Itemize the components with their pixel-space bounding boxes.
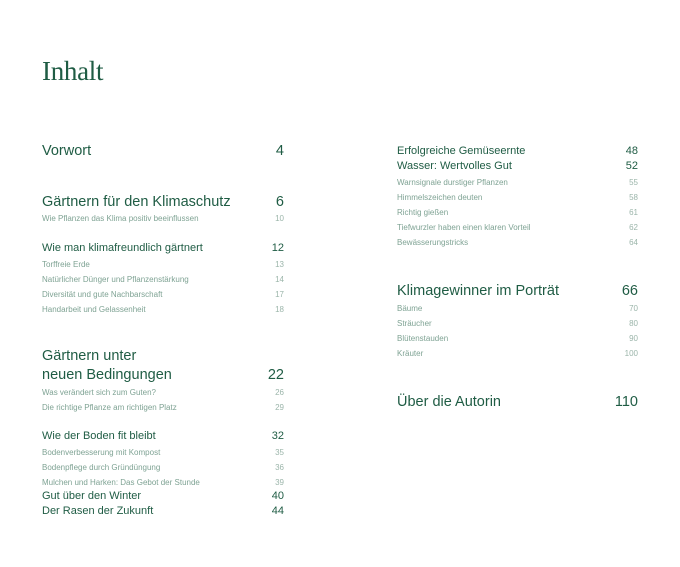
toc-subentry[interactable] xyxy=(42,388,284,397)
toc-subentry-label: Diversität und gute Nachbarschaft xyxy=(42,290,163,299)
toc-chapter-label-line1: Gärtnern unter xyxy=(42,348,137,364)
toc-subentry-label: Was verändert sich zum Guten? xyxy=(42,388,156,397)
toc-page-number: 40 xyxy=(271,490,284,502)
toc-subentry[interactable] xyxy=(42,463,284,472)
toc-page-number: 13 xyxy=(275,260,284,269)
toc-chapter-label: Gärtnern für den Klimaschutz xyxy=(42,194,231,210)
toc-chapter-label: Über die Autorin xyxy=(397,394,501,410)
toc-section-rasen[interactable] xyxy=(42,505,284,517)
toc-subentry-label: Die richtige Pflanze am richtigen Platz xyxy=(42,403,177,412)
toc-subentry-label: Warnsignale durstiger Pflanzen xyxy=(397,178,508,187)
toc-page-number: 10 xyxy=(275,214,284,223)
toc-subentry-label: Mulchen und Harken: Das Gebot der Stunde xyxy=(42,478,200,487)
toc-page-number: 44 xyxy=(271,505,284,517)
toc-subentry[interactable] xyxy=(42,260,284,269)
toc-subentry-label: Tiefwurzler haben einen klaren Vorteil xyxy=(397,223,531,232)
toc-page-number: 36 xyxy=(275,463,284,472)
toc-subentry[interactable] xyxy=(397,223,638,232)
toc-subentry-label: Bodenverbesserung mit Kompost xyxy=(42,448,161,457)
toc-subentry-label: Bodenpflege durch Gründüngung xyxy=(42,463,161,472)
toc-chapter-label: Vorwort xyxy=(42,143,92,159)
toc-page-number: 62 xyxy=(629,223,638,232)
toc-page-number: 17 xyxy=(275,290,284,299)
toc-page-number: 39 xyxy=(275,478,284,487)
toc-section-label: Der Rasen der Zukunft xyxy=(42,505,154,517)
toc-subentry[interactable] xyxy=(397,178,638,187)
toc-page-number: 29 xyxy=(275,403,284,412)
toc-page-number: 58 xyxy=(629,193,638,202)
toc-section-label: Erfolgreiche Gemüseernte xyxy=(397,145,526,157)
toc-chapter-klimagewinner[interactable] xyxy=(397,283,638,299)
toc-page-number: 90 xyxy=(629,334,638,343)
toc-page-number: 110 xyxy=(614,394,638,410)
toc-subentry-label: Richtig gießen xyxy=(397,208,449,217)
toc-subentry[interactable] xyxy=(42,214,284,223)
toc-page-number: 12 xyxy=(271,242,284,254)
toc-subentry[interactable] xyxy=(397,349,638,358)
toc-page-number: 100 xyxy=(624,349,638,358)
toc-section-gemueseernte[interactable] xyxy=(397,145,638,157)
toc-subentry[interactable] xyxy=(42,275,284,284)
toc-subentry[interactable] xyxy=(397,193,638,202)
toc-page-number: 55 xyxy=(629,178,638,187)
toc-chapter-label-line2: neuen Bedingungen xyxy=(42,367,172,383)
toc-section-label: Wasser: Wertvolles Gut xyxy=(397,160,512,172)
toc-page-number: 35 xyxy=(275,448,284,457)
toc-subentry[interactable] xyxy=(397,334,638,343)
toc-page-number: 70 xyxy=(629,304,638,313)
page-title: Inhalt xyxy=(42,56,104,86)
toc-page-number: 80 xyxy=(629,319,638,328)
toc-chapter-neue-bedingungen[interactable] xyxy=(42,347,284,385)
toc-subentry[interactable] xyxy=(42,305,284,314)
toc-subentry-label: Bewässerungstricks xyxy=(397,238,469,247)
toc-section-label: Wie man klimafreundlich gärtnert xyxy=(42,242,203,254)
toc-subentry[interactable] xyxy=(42,478,284,487)
toc-section-winter[interactable] xyxy=(42,490,284,502)
toc-subentry[interactable] xyxy=(42,403,284,412)
toc-subentry-label: Himmelszeichen deuten xyxy=(397,193,483,202)
toc-subentry-label: Natürlicher Dünger und Pflanzenstärkung xyxy=(42,275,189,284)
toc-section-label: Gut über den Winter xyxy=(42,490,142,502)
toc-page-number: 22 xyxy=(267,367,284,383)
toc-section-wasser[interactable] xyxy=(397,160,638,172)
toc-subentry-label: Handarbeit und Gelassenheit xyxy=(42,305,146,314)
toc-subentry-label: Kräuter xyxy=(397,349,424,358)
toc-page-number: 32 xyxy=(271,430,284,442)
toc-subentry[interactable] xyxy=(397,238,638,247)
toc-page-number: 64 xyxy=(629,238,638,247)
toc-subentry[interactable] xyxy=(42,290,284,299)
toc-subentry[interactable] xyxy=(397,208,638,217)
toc-page-number: 6 xyxy=(275,194,284,210)
toc-subentry[interactable] xyxy=(397,304,638,313)
toc-subentry-label: Wie Pflanzen das Klima positiv beeinflussen xyxy=(42,214,199,223)
toc-subentry[interactable] xyxy=(42,448,284,457)
toc-section-label: Wie der Boden fit bleibt xyxy=(42,430,156,442)
toc-subentry-label: Bäume xyxy=(397,304,423,313)
toc-subentry-label: Blütenstauden xyxy=(397,334,449,343)
toc-page-number: 4 xyxy=(275,143,284,159)
toc-chapter-label xyxy=(42,347,172,385)
toc-page-number: 26 xyxy=(275,388,284,397)
toc-page-number: 61 xyxy=(629,208,638,217)
toc-page-number: 52 xyxy=(625,160,638,172)
toc-subentry[interactable] xyxy=(397,319,638,328)
toc-chapter-autorin[interactable] xyxy=(397,394,638,410)
toc-page-number: 14 xyxy=(275,275,284,284)
toc-section-klimafreundlich[interactable] xyxy=(42,242,284,254)
toc-page-number: 66 xyxy=(621,283,638,299)
toc-chapter-vorwort[interactable] xyxy=(42,143,284,159)
toc-chapter-klimaschutz[interactable] xyxy=(42,194,284,210)
toc-page-number: 18 xyxy=(275,305,284,314)
toc-chapter-label: Klimagewinner im Porträt xyxy=(397,283,559,299)
toc-page-number: 48 xyxy=(625,145,638,157)
toc-subentry-label: Sträucher xyxy=(397,319,432,328)
toc-section-boden[interactable] xyxy=(42,430,284,442)
toc-subentry-label: Torffreie Erde xyxy=(42,260,90,269)
